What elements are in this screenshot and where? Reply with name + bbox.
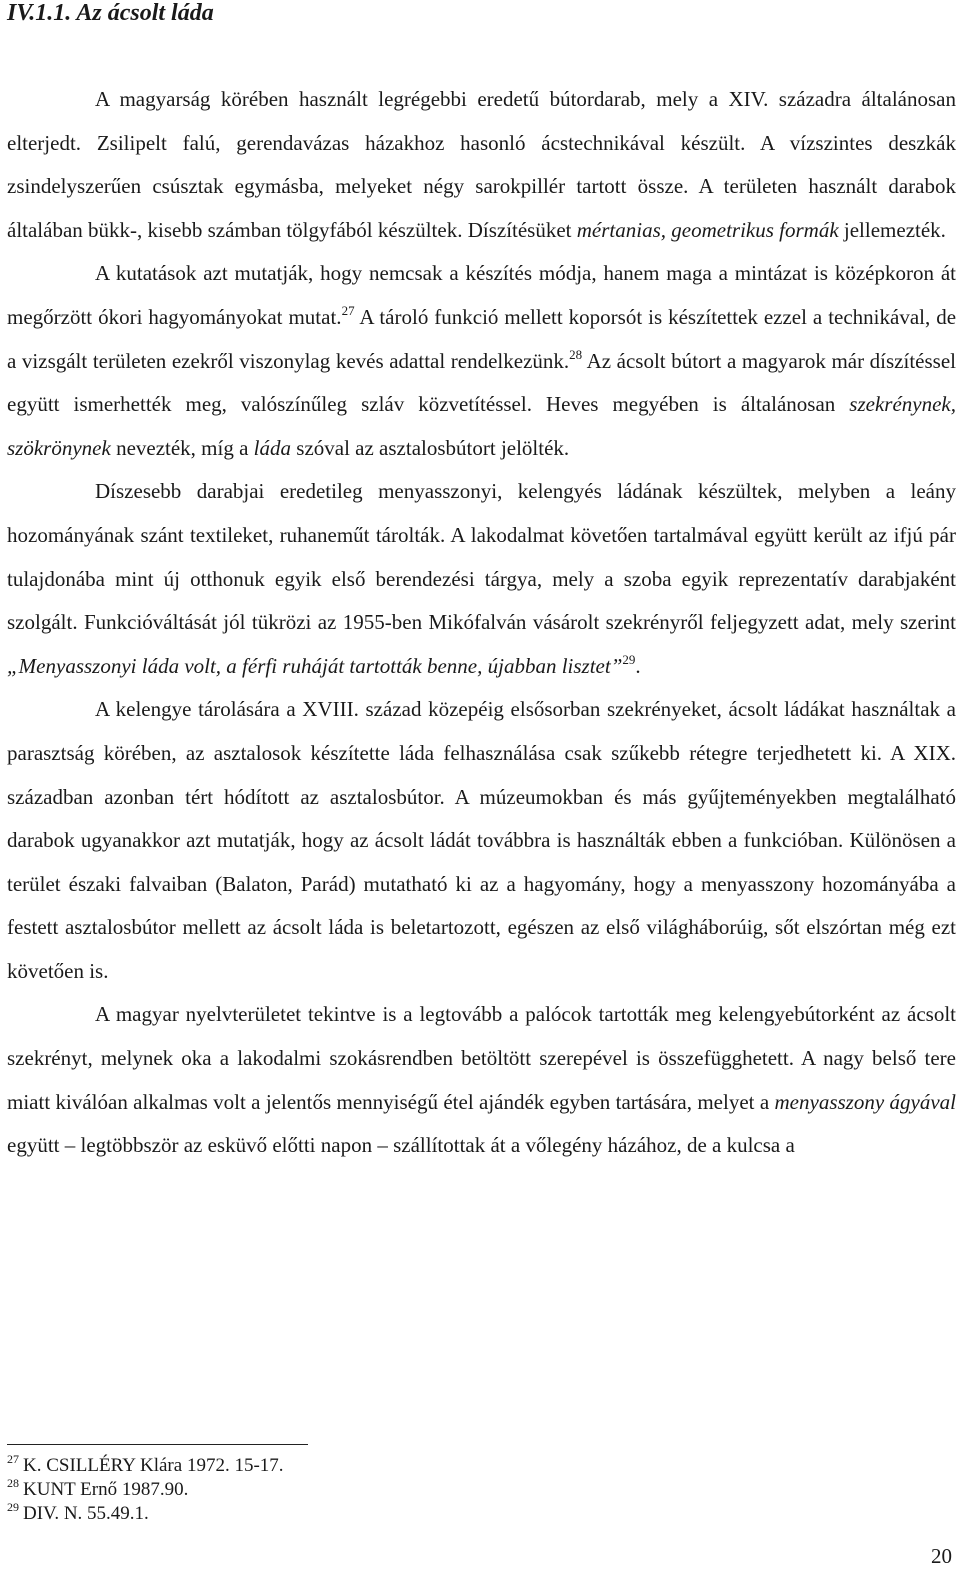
body-text	[7, 78, 956, 1168]
text-run: A magyarság körében használt legrégebbi eredetű bútordarab, mely a XIV. századra általánosan elterjedt. Zsilipelt falú, gerendavázas házakhoz hasonló ácstechnikával készült. A vízszintes deszkák zsindelyszerűen csúsztak egymásba, melyeket négy sarokpillér tartott össze. A területen használt darabok általában bükk-, kisebb számban tölgyfából készültek. Díszítésüket	[7, 87, 956, 242]
footnote	[7, 1454, 707, 1478]
footnote-text: KUNT Ernő 1987.90.	[23, 1479, 189, 1500]
page-number: 20	[931, 1544, 952, 1568]
footnote-number: 27	[7, 1452, 19, 1466]
text-run: A tároló funkció mellett koporsót is készítettek ezzel a technikával, de a vizsgált területen ezekről viszonylag kevés adattal rendelkezünk.	[7, 304, 957, 373]
paragraph-3	[7, 470, 956, 688]
footnote	[7, 1478, 707, 1502]
text-run: együtt – legtöbbször az esküvő előtti napon – szállítottak át a vőlegény házához, de a kulcsa a	[7, 1133, 795, 1158]
text-run: nevezték, míg a	[110, 435, 254, 460]
footnote-number: 28	[7, 1476, 19, 1490]
footnote	[7, 1502, 707, 1526]
footnote-ref[interactable]: 27	[341, 302, 355, 318]
footnote-separator	[7, 1444, 308, 1445]
text-run: Díszesebb darabjai eredetileg menyasszonyi, kelengyés ládának készültek, melyben a leány hozományának szánt textileket, ruhaneműt tárolták. A lakodalmat követően tartalmával együtt került az ifjú pár tulajdonába mint új otthonuk egyik első berendezési tárgya, mely a szoba egyik reprezentatív darabjaként szolgált. Funkcióváltását jól tükrözi az 1955-ben Mikófalván vásárolt szekrényről feljegyzett adat, mely szerint	[7, 479, 956, 635]
text-run: A kutatások azt mutatják, hogy nemcsak a készítés módja, hanem maga a mintázat is középkoron át megőrzött ókori hagyományokat mutat.	[7, 261, 956, 329]
italic-run: menyasszony ágyával	[774, 1089, 956, 1114]
paragraph-1	[7, 78, 956, 252]
footnote-text: K. CSILLÉRY Klára 1972. 15-17.	[23, 1455, 284, 1476]
footnote-ref[interactable]: 29	[622, 651, 636, 667]
italic-run: láda	[253, 435, 292, 460]
paragraph-2	[7, 252, 956, 470]
text-run: .	[635, 653, 641, 678]
text-run: Az ácsolt bútort a magyarok már díszítéssel együtt ismerhették meg, valószínűleg szláv közvetítéssel. Heves megyében is általánosan	[7, 348, 956, 417]
italic-run: mértanias, geometrikus formák	[576, 217, 839, 242]
text-run: A magyar nyelvterületet tekintve is a legtovább a palócok tartották meg kelengyebútorként az ácsolt szekrényt, melynek oka a lakodalmi szokásrendben betöltött szerepével is összefügghetett. A nagy belső tere miatt kiválóan alkalmas volt a jelentős mennyiségű étel ajándék egyben tartására, melyet a	[7, 1002, 956, 1114]
footnote-number: 29	[7, 1500, 19, 1514]
footnote-text: DIV. N. 55.49.1.	[23, 1503, 149, 1524]
text-run: A kelengye tárolására a XVIII. század közepéig elsősorban szekrényeket, ácsolt ládákat használtak a parasztság körében, az asztalosok készítette láda felhasználása csak szűkebb rétegre terjedhetett ki. A XIX. században azonban tért hódított az asztalosbútor. A múzeumokban és más gyűjteményekben megtalálható darabok ugyanakkor azt mutatják, hogy az ácsolt ládát továbbra is használták ebben a funkcióban. Különösen a terület északi falvaiban (Balaton, Parád) mutatható ki az a hagyomány, hogy a menyasszony hozományába a festett asztalosbútor mellett az ácsolt láda is beletartozott, egészen az első világháborúig, sőt elszórtan még ezt követően is.	[7, 697, 956, 983]
footnote-ref[interactable]: 28	[569, 346, 583, 362]
text-run: jellemezték.	[838, 217, 946, 242]
italic-run: szekrénynek, szökrönynek	[7, 392, 956, 460]
paragraph-5	[7, 993, 956, 1167]
text-run: szóval az asztalosbútort jelölték.	[291, 435, 570, 460]
italic-quote: „Menyasszonyi láda volt, a férfi ruháját tartották benne, újabban lisztet”	[7, 653, 623, 678]
footnotes	[7, 1454, 707, 1526]
section-heading: IV.1.1. Az ácsolt láda	[7, 0, 214, 26]
paragraph-4	[7, 688, 956, 993]
